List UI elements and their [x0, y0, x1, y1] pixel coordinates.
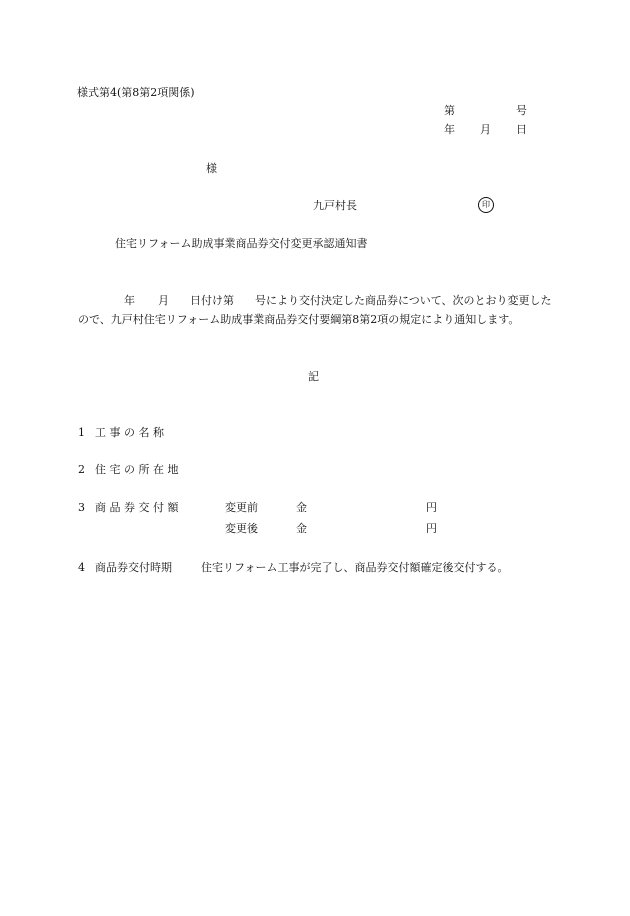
- item4-number: 4: [78, 561, 85, 574]
- body-paragraph: [78, 291, 554, 329]
- body-year: 年: [124, 294, 135, 307]
- item3-after-label: 変更後: [225, 522, 258, 535]
- addressee-honorific: 様: [206, 162, 217, 175]
- form-label: 様式第4(第8第2項関係): [77, 86, 195, 99]
- date-year: 年: [444, 123, 455, 136]
- doc-number-go: 号: [516, 104, 527, 117]
- doc-number-dai: 第: [444, 104, 455, 117]
- item4-value: 住宅リフォーム工事が完了し、商品券交付額確定後交付する。: [201, 561, 509, 574]
- item4-label: 商品券交付時期: [95, 561, 172, 574]
- item3-after-yen: 円: [426, 522, 437, 535]
- sender-name: 九戸村長: [313, 199, 357, 212]
- item3-before-kin: 金: [296, 501, 307, 514]
- body-text: 号により交付決定した商品券について、次のとおり変更したので、九戸村住宅リフォーム助成事業商品券交付要綱第8第2項の規定により通知します。: [78, 294, 552, 326]
- body-date-dai: 日付け第: [190, 294, 234, 307]
- item3-before-label: 変更前: [225, 501, 258, 514]
- date-day: 日: [516, 123, 527, 136]
- seal-icon: 印: [478, 197, 494, 213]
- ki-heading: 記: [308, 370, 319, 383]
- item3-after-kin: 金: [296, 522, 307, 535]
- item3-number: 3: [78, 501, 85, 514]
- item1-label: 工 事 の 名 称: [95, 426, 164, 439]
- date-month: 月: [480, 123, 491, 136]
- item3-label: 商 品 券 交 付 額: [95, 501, 179, 514]
- item3-before-yen: 円: [426, 501, 437, 514]
- item1-number: 1: [78, 426, 85, 439]
- item2-number: 2: [78, 463, 85, 476]
- document-title: 住宅リフォーム助成事業商品券交付変更承認通知書: [115, 237, 368, 250]
- item2-label: 住 宅 の 所 在 地: [95, 463, 179, 476]
- body-month: 月: [158, 294, 169, 307]
